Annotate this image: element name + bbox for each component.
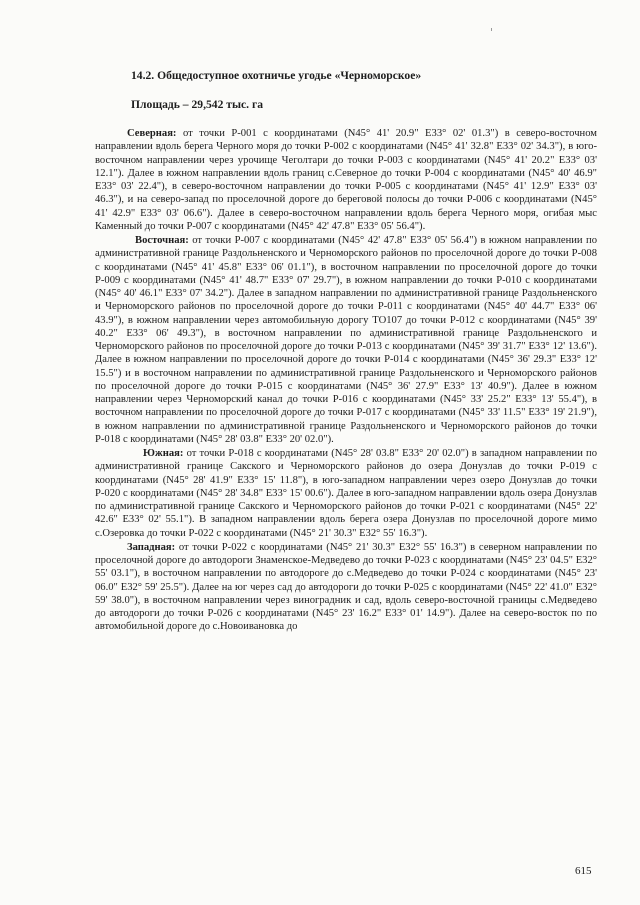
scan-mark [491, 28, 492, 31]
south-boundary-text: от точки Р-018 с координатами (N45° 28' 03.8" E33° 20' 02.0") в западном направлении по административной границе Сакского и Черноморского районов до озера Донузлав до точки Р-019 с координатами (N45° 28' 41.9" E33° 15' 11.8"), в юго-западном направлении через озеро Донузлав до точки Р-020 с координатами (N45° 28' 34.8" E33° 15' 00.6"). Далее в юго-западном направлении вдоль озера Донузлав по административной границе Сакского и Черноморского районов до точки Р-021 с координатами (N45° 22' 42.6" E33° 02' 55.1"). В западном направлении вдоль берега озера Донузлав по проселочной дороге мимо с.Озеровка до точки Р-022 с координатами (N45° 21' 30.3" E32° 55' 16.3"). [95, 448, 597, 539]
south-boundary-paragraph [95, 447, 597, 540]
east-boundary-text: от точки Р-007 с координатами (N45° 42' 47.8" E33° 05' 56.4") в южном направлении по административной границе Раздольненского и Черноморского районов по проселочной дороге до точки Р-008 с координатами (N45° 41' 45.8" E33° 06' 01.1"), в восточном направлении по проселочной дороге до точки Р-009 с координатами (N45° 41' 48.7" E33° 07' 29.7"), в южном направлении до точки Р-010 с координатами (N45° 40' 46.1" E33° 07' 34.2"). Далее в западном направлении по административной границе Раздольненского и Черноморского районов по проселочной дороге до точки Р-011 с координатами (N45° 40' 44.7" E33° 06' 43.9"), в южном направлении через автомобильную дорогу ТО107 до точки Р-012 с координатами (N45° 39' 40.2" E33° 06' 49.3"), в восточном направлении по административной границе Раздольненского и Черноморского районов по проселочной дороге до точки Р-013 с координатами (N45° 39' 31.7" E33° 12' 13.6"). Далее в южном направлении по проселочной дороге до точки Р-014 с координатами (N45° 36' 29.3" E33° 12' 15.5") и в восточном направлении по административной границе Раздольненского и Черноморского районов по проселочной дороге до точки Р-015 с координатами (N45° 36' 27.9" E33° 13' 40.9"). Далее в южном направлении через Черноморский канал до точки Р-016 с координатами (N45° 33' 25.2" E33° 13' 55.4"), в восточном направлении по проселочной дороге до точки Р-017 с координатами (N45° 33' 11.5" E33° 19' 21.9"), в южном направлении по административной границе Раздольненского и Черноморского районов до точки Р-018 с координатами (N45° 28' 03.8" E33° 20' 02.0"). [95, 235, 597, 445]
boundary-description [95, 127, 597, 634]
north-boundary-text: от точки Р-001 с координатами (N45° 41' 20.9" E33° 02' 01.3") в северо-восточном направлении вдоль берега Черного моря до точки Р-002 с координатами (N45° 41' 32.8" E33° 02' 34.3"), в юго-восточном направлении через урочище Чеголтари до точки Р-003 с координатами (N45° 41' 20.2" E33° 03' 12.1"). Далее в южном направлении вдоль границ с.Северное до точки Р-004 с координатами (N45° 40' 46.9" E33° 03' 22.4"), в северо-восточном направлении до точки Р-005 с координатами (N45° 41' 12.9" E33° 03' 46.3"), и на северо-запад по проселочной дороге до береговой полосы до точки Р-006 с координатами (N45° 41' 42.9" E33° 03' 06.6"). Далее в северо-восточном направлении вдоль берега Черного моря, огибая мыс Каменный до точки Р-007 с координатами (N45° 42' 47.8" E33° 05' 56.4"). [95, 128, 597, 232]
section-heading: 14.2. Общедоступное охотничье угодье «Черноморское» [131, 69, 422, 82]
north-boundary-paragraph [95, 127, 597, 233]
west-boundary-paragraph [95, 541, 597, 634]
west-boundary-text: от точки Р-022 с координатами (N45° 21' 30.3" E32° 55' 16.3") в северном направлении по проселочной дороге до автодороги Знаменское-Медведево до точки Р-023 с координатами (N45° 23' 04.5" E32° 55' 03.1"), в восточном направлении по автодороге до с.Медведево до точки Р-024 с координатами (N45° 23' 06.0" E32° 59' 25.5"). Далее на юг через сад до автодороги до точки Р-025 с координатами (N45° 22' 41.0" E32° 59' 38.0"), в восточном направлении через виноградник и сад, вдоль северо-восточной границы с.Медведево до автодороги до точки Р-026 с координатами (N45° 23' 16.2" E33° 01' 14.9"). Далее на северо-восток по по автомобильной дороге до с.Новоивановка до [95, 541, 597, 633]
west-boundary-label: Западная: [127, 541, 176, 553]
area-line: Площадь – 29,542 тыс. га [131, 98, 264, 111]
north-boundary-label: Северная: [127, 128, 177, 139]
east-boundary-label: Восточная: [135, 235, 189, 246]
page-number: 615 [575, 865, 592, 877]
south-boundary-label: Южная: [143, 448, 184, 459]
east-boundary-paragraph [95, 234, 597, 446]
